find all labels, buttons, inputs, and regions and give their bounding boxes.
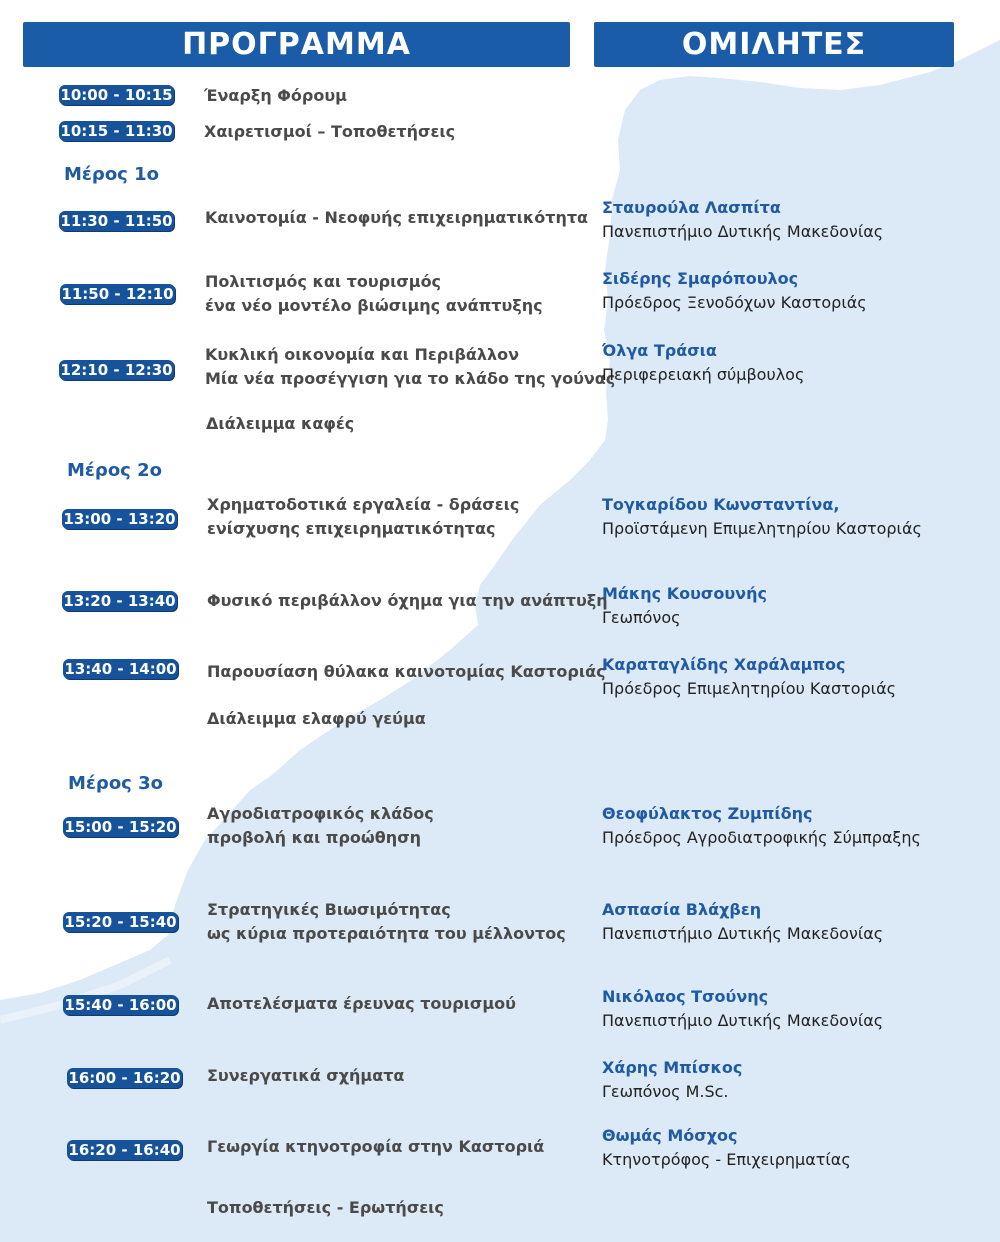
program-item-line: Κυκλική οικονομία και Περιβάλλον (205, 345, 520, 364)
speaker-role: Περιφερειακή σύμβουλος (602, 365, 805, 384)
speaker-entry (602, 1124, 851, 1172)
speaker-role: Πρόεδρος Ξενοδόχων Καστοριάς (602, 293, 867, 312)
part-3-label: Μέρος 3ο (68, 773, 164, 794)
program-item-line: Τοποθετήσεις - Ερωτήσεις (207, 1198, 444, 1217)
speaker-entry (602, 582, 767, 630)
program-item (206, 412, 354, 436)
time-badge: 13:40 - 14:00 (64, 660, 177, 678)
speakers-header: ΟΜΙΛΗΤΕΣ (594, 22, 954, 67)
program-item (207, 1196, 444, 1220)
speaker-name: Ασπασία Βλάχβεη (602, 900, 762, 919)
program-item (207, 898, 566, 946)
program-item-line: Χαιρετισμοί – Τοποθετήσεις (204, 122, 456, 141)
time-badge: 10:15 - 11:30 (60, 122, 173, 140)
speaker-name: Όλγα Τράσια (602, 341, 717, 360)
program-item-line: Παρουσίαση θύλακα καινοτομίας Καστοριάς (207, 662, 606, 681)
program-item-line: Μία νέα προσέγγιση για το κλάδο της γούνας (205, 369, 616, 388)
program-item (207, 1064, 404, 1088)
program-item-line: Πολιτισμός και τουρισμός (205, 272, 442, 291)
speaker-role: Κτηνοτρόφος - Επιχειρηματίας (602, 1150, 851, 1169)
program-item (204, 84, 347, 108)
speaker-role: Πανεπιστήμιο Δυτικής Μακεδονίας (602, 924, 884, 943)
time-badge: 10:00 - 10:15 (60, 86, 173, 104)
program-item (205, 343, 615, 391)
program-item-line: Συνεργατικά σχήματα (207, 1066, 405, 1085)
speaker-role: Πανεπιστήμιο Δυτικής Μακεδονίας (602, 222, 884, 241)
part-1-label: Μέρος 1ο (64, 164, 160, 185)
time-badge: 15:00 - 15:20 (64, 818, 177, 836)
program-item-line: Διάλειμμα καφές (206, 414, 355, 433)
program-item (205, 206, 588, 230)
speaker-entry (602, 653, 896, 701)
speaker-entry (602, 985, 883, 1033)
program-item (207, 992, 516, 1016)
speaker-role: Πανεπιστήμιο Δυτικής Μακεδονίας (602, 1011, 884, 1030)
time-badge: 15:40 - 16:00 (64, 996, 177, 1014)
speaker-name: Μάκης Κουσουνής (602, 584, 767, 603)
speaker-name: Χάρης Μπίσκος (602, 1058, 743, 1077)
time-badge: 15:20 - 15:40 (64, 913, 177, 931)
speaker-name: Τογκαρίδου Κωνσταντίνα, (602, 495, 840, 514)
speaker-role: Προϊστάμενη Επιμελητηρίου Καστοριάς (602, 519, 922, 538)
program-item-line: Καινοτομία - Νεοφυής επιχειρηματικότητα (205, 208, 589, 227)
part-2-label: Μέρος 2ο (67, 460, 163, 481)
program-item (207, 1135, 544, 1159)
program-item (207, 802, 434, 850)
speaker-entry (602, 802, 921, 850)
program-item (207, 589, 608, 613)
program-item-line: προβολή και προώθηση (207, 828, 422, 847)
speaker-entry (602, 1056, 742, 1104)
program-item-line: Χρηματοδοτικά εργαλεία - δράσεις (207, 495, 520, 514)
program-item-line: Φυσικό περιβάλλον όχημα για την ανάπτυξη (207, 591, 608, 610)
program-item (207, 707, 426, 731)
time-badge: 16:00 - 16:20 (68, 1069, 181, 1087)
speaker-name: Σταυρούλα Λασπίτα (602, 198, 781, 217)
program-item (205, 270, 543, 318)
program-item (207, 660, 606, 684)
speaker-entry (602, 493, 922, 541)
program-item-line: ενίσχυσης επιχειρηματικότητας (207, 519, 496, 538)
program-item-line: Γεωργία κτηνοτροφία στην Καστοριά (207, 1137, 545, 1156)
program-item (207, 493, 519, 541)
speaker-name: Σιδέρης Σμαρόπουλος (602, 269, 799, 288)
speaker-entry (602, 898, 883, 946)
speaker-role: Πρόεδρος Αγροδιατροφικής Σύμπραξης (602, 828, 921, 847)
time-badge: 12:10 - 12:30 (60, 361, 173, 379)
program-item-line: Στρατηγικές Βιωσιμότητας (207, 900, 451, 919)
speaker-name: Θωμάς Μόσχος (602, 1126, 738, 1145)
speaker-name: Νικόλαος Τσούνης (602, 987, 769, 1006)
program-item (204, 120, 455, 144)
program-item-line: Έναρξη Φόρουμ (204, 86, 347, 105)
speaker-role: Πρόεδρος Επιμελητηρίου Καστοριάς (602, 679, 897, 698)
time-badge: 11:30 - 11:50 (60, 212, 173, 230)
program-item-line: ένα νέο μοντέλο βιώσιμης ανάπτυξης (205, 296, 543, 315)
program-item-line: ως κύρια προτεραιότητα του μέλλοντος (207, 924, 566, 943)
speaker-name: Καραταγλίδης Χαράλαμπος (602, 655, 846, 674)
program-header: ΠΡΟΓΡΑΜΜΑ (23, 22, 570, 67)
speaker-name: Θεοφύλακτος Ζυμπίδης (602, 804, 813, 823)
time-badge: 13:00 - 13:20 (63, 510, 176, 528)
speaker-entry (602, 339, 804, 387)
program-item-line: Αποτελέσματα έρευνας τουρισμού (207, 994, 516, 1013)
time-badge: 13:20 - 13:40 (63, 592, 176, 610)
speaker-entry (602, 196, 883, 244)
time-badge: 11:50 - 12:10 (61, 285, 174, 303)
program-item-line: Διάλειμμα ελαφρύ γεύμα (207, 709, 426, 728)
speaker-entry (602, 267, 867, 315)
speaker-role: Γεωπόνος (602, 608, 681, 627)
program-item-line: Αγροδιατροφικός κλάδος (207, 804, 434, 823)
time-badge: 16:20 - 16:40 (68, 1141, 181, 1159)
speaker-role: Γεωπόνος M.Sc. (602, 1082, 729, 1101)
